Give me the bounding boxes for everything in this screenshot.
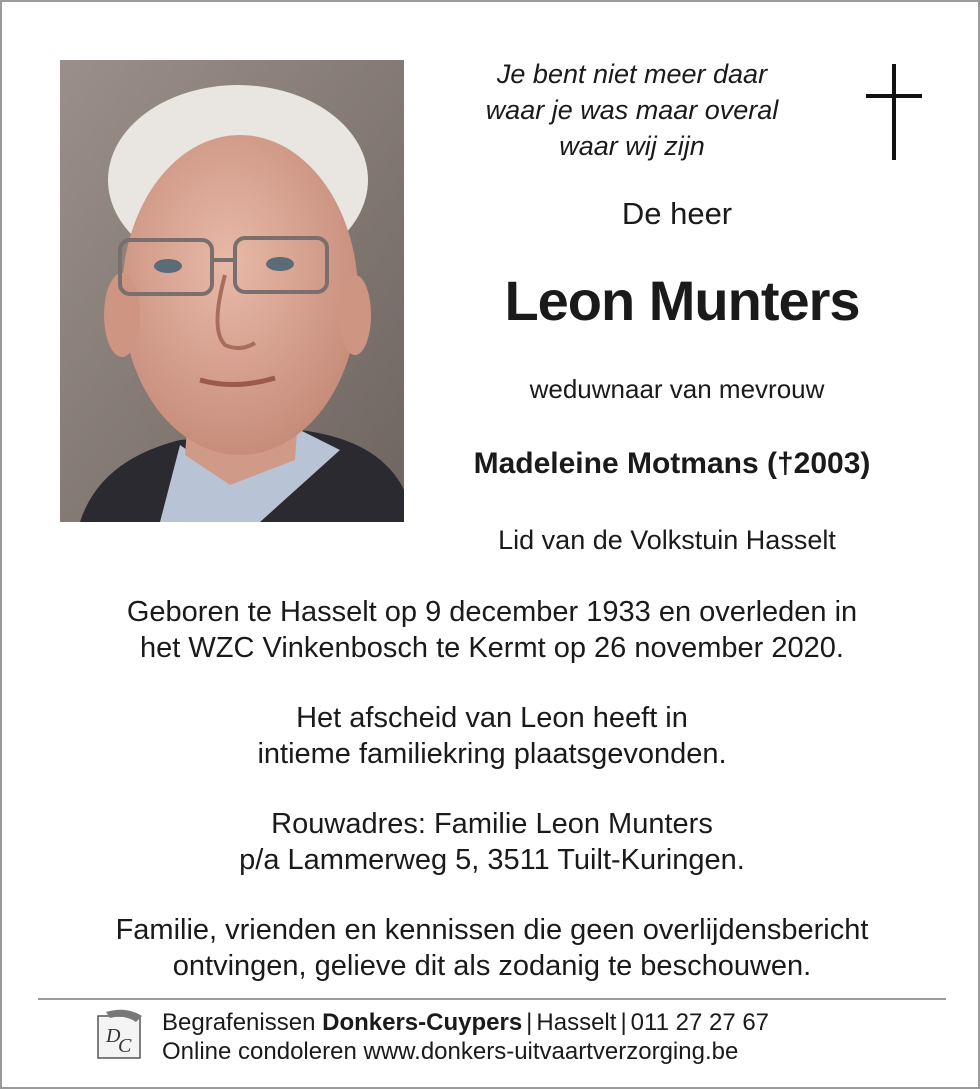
footer xyxy=(162,1008,952,1066)
online-label: Online condoleren xyxy=(162,1038,357,1065)
funeral-home-logo-icon xyxy=(96,1008,144,1060)
salutation: De heer xyxy=(621,196,733,231)
notice-paragraph xyxy=(42,912,942,984)
address-line-2: p/a Lammerweg 5, 3511 Tuilt-Kuringen. xyxy=(239,844,745,876)
company-name: Donkers-Cuypers xyxy=(322,1009,523,1036)
website-link[interactable]: www.donkers-uitvaartverzorging.be xyxy=(363,1038,739,1065)
birth-death-paragraph xyxy=(42,594,942,666)
farewell-paragraph xyxy=(42,700,942,772)
footer-prefix: Begrafenissen xyxy=(162,1009,316,1036)
deceased-name: Leon Munters xyxy=(504,269,860,332)
address-line-1: Rouwadres: Familie Leon Munters xyxy=(271,808,713,840)
poem-line-3: waar wij zijn xyxy=(559,131,705,161)
footer-line-1: Begrafenissen Donkers-Cuypers | Hasselt | 011 27 27 67 xyxy=(162,1009,770,1036)
footer-line-2 xyxy=(162,1037,952,1066)
portrait-photo xyxy=(60,60,404,522)
spouse-name: Madeleine Motmans (†2003) xyxy=(473,447,871,480)
footer-city: Hasselt xyxy=(536,1009,617,1036)
notice-line-1: Familie, vrienden en kennissen die geen overlijdensbericht xyxy=(115,914,869,946)
footer-phone[interactable]: 011 27 27 67 xyxy=(630,1009,770,1036)
footer-divider xyxy=(38,998,946,1000)
widow-label: weduwnaar van mevrouw xyxy=(529,374,825,404)
birth-line-2: het WZC Vinkenbosch te Kermt op 26 november 2020. xyxy=(140,632,844,664)
poem xyxy=(442,56,822,164)
svg-text:C: C xyxy=(118,1035,132,1057)
address-paragraph xyxy=(42,806,942,878)
farewell-line-1: Het afscheid van Leon heeft in xyxy=(296,702,688,734)
farewell-line-2: intieme familiekring plaatsgevonden. xyxy=(257,738,727,770)
birth-line-1: Geboren te Hasselt op 9 december 1933 en overleden in xyxy=(126,596,858,628)
cross-icon xyxy=(866,64,922,160)
membership: Lid van de Volkstuin Hasselt xyxy=(498,525,836,555)
poem-line-2: waar je was maar overal xyxy=(485,95,779,125)
poem-line-1: Je bent niet meer daar xyxy=(496,59,768,89)
notice-line-2: ontvingen, gelieve dit als zodanig te beschouwen. xyxy=(172,950,812,982)
svg-text:D: D xyxy=(106,1025,121,1047)
